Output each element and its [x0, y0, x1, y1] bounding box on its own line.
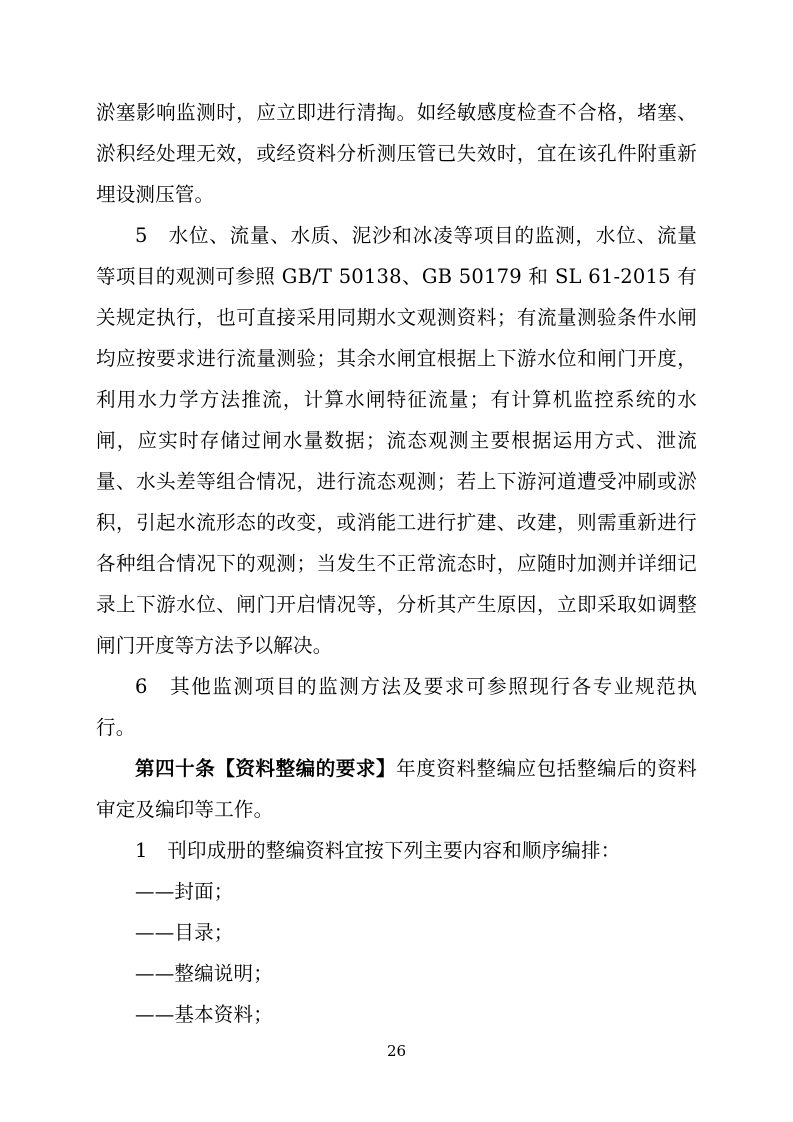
paragraph-continuation: 淤塞影响监测时，应立即进行清掏。如经敏感度检查不合格，堵塞、淤积经处理无效，或经资料分析测压管已失效时，宜在该孔件附重新埋设测压管。: [96, 101, 697, 206]
list-item-basic-data: ——基本资料；: [135, 1003, 273, 1026]
paragraph-article-40: [96, 748, 697, 830]
page-number: 26: [386, 1042, 407, 1060]
document-body: [96, 92, 697, 1035]
article-body: 年度资料整编应包括整编后的资料审定及编印等工作。: [96, 757, 697, 821]
paragraph-item-5: 5 水位、流量、水质、泥沙和冰凌等项目的监测，水位、流量等项目的观测可参照 GB/T 50138、GB 50179 和 SL 61-2015 有关规定执行，也可直接采用同期水文观测资料；有流量测验条件水闸均应按要求进行流量测验；其余水闸宜根据上下游水位和闸门开度，利用水力学方法推流，计算水闸特征流量；有计算机监控系统的水闸，应实时存储过闸水量数据；流态观测主要根据运用方式、泄流量、水头差等组合情况，进行流态观测；若上下游河道遭受冲刷或淤积，引起水流形态的改变，或消能工进行扩建、改建，则需重新进行各种组合情况下的观测；当发生不正常流态时，应随时加测并详细记录上下游水位、闸门开启情况等，分析其产生原因，立即采取如调整闸门开度等方法予以解决。: [96, 224, 697, 657]
article-heading: 第四十条【资料整编的要求】: [135, 757, 397, 780]
paragraph-item-6: 6 其他监测项目的监测方法及要求可参照现行各专业规范执行。: [96, 675, 697, 739]
list-item-contents: ——目录；: [135, 921, 234, 944]
list-item-compilation-notes: ——整编说明；: [135, 962, 273, 985]
paragraph-item-1: 1 刊印成册的整编资料宜按下列主要内容和顺序编排：: [135, 839, 621, 862]
list-item-cover: ——封面；: [135, 880, 234, 903]
